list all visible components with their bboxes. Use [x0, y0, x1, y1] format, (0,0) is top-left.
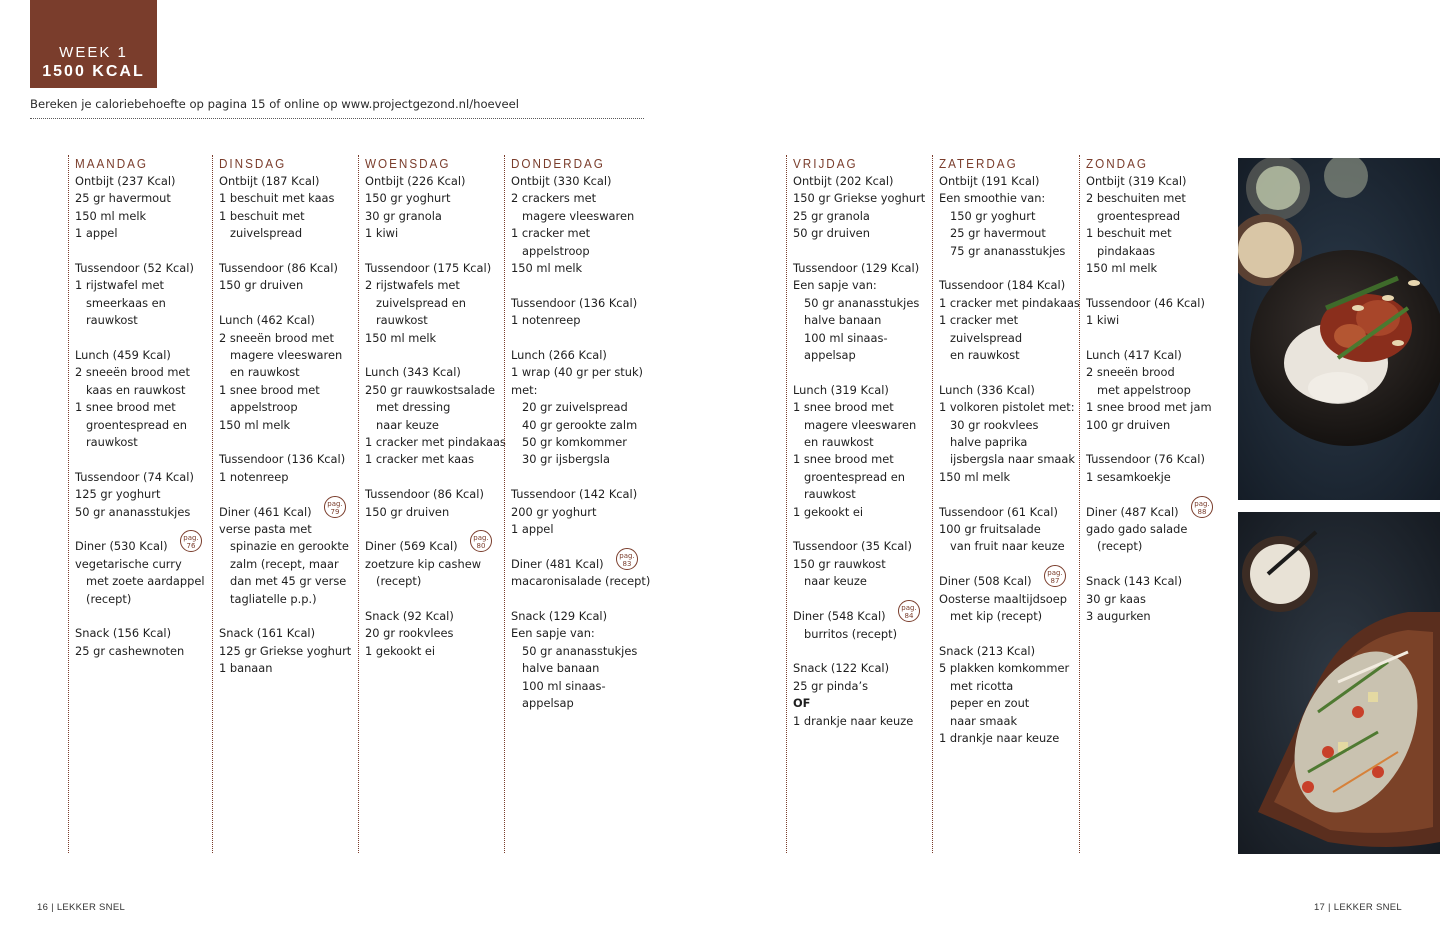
- meal-title: Ontbijt (191 Kcal): [939, 174, 1040, 188]
- meal-title: Ontbijt (202 Kcal): [793, 174, 894, 188]
- meal-block: [219, 451, 349, 486]
- meal-item: 30 gr rookvlees: [950, 417, 1039, 432]
- meal-title: Snack (143 Kcal): [1086, 574, 1183, 589]
- meal-block: [511, 551, 651, 591]
- page-number-right: 17 | LEKKER SNEL: [1313, 902, 1402, 913]
- meal-item: 1 appel: [75, 226, 118, 241]
- meal-title: Diner (481 Kcal): [511, 556, 604, 571]
- meal-block: [939, 277, 1080, 364]
- meal-title: Tussendoor (46 Kcal): [1086, 295, 1205, 310]
- meal-title: Tussendoor (86 Kcal): [219, 261, 338, 276]
- meal-title: Diner (461 Kcal): [219, 504, 312, 519]
- day-column-maandag: [68, 155, 205, 853]
- meal-block: [219, 625, 352, 677]
- meal-item: 150 ml melk: [939, 469, 1011, 484]
- meal-block: [365, 608, 495, 660]
- meal-item: appelstroop: [522, 243, 590, 258]
- meal-item: 1 cracker met pindakaas: [365, 435, 506, 450]
- meal-item: appelstroop: [230, 400, 298, 415]
- meal-item: rauwkost: [376, 313, 428, 328]
- meal-item: zuivelspread en: [376, 295, 466, 310]
- meal-item: 150 gr yoghurt: [950, 208, 1036, 223]
- meal-title: Diner (530 Kcal): [75, 539, 168, 554]
- meal-item: 1 snee brood met: [793, 452, 894, 467]
- meal-title: Snack (122 Kcal): [793, 661, 890, 676]
- meal-item: 150 gr druiven: [365, 504, 450, 519]
- meal-item: Oosterse maaltijdsoep: [939, 591, 1067, 606]
- meal-item: 30 gr ijsbergsla: [522, 452, 610, 467]
- meal-item: rauwkost: [86, 435, 138, 450]
- meal-item: 25 gr havermout: [950, 226, 1046, 241]
- meal-block: [75, 625, 205, 660]
- meal-item: halve paprika: [950, 435, 1028, 450]
- meal-item: groentespread en: [804, 469, 905, 484]
- meal-item: halve banaan: [522, 661, 600, 676]
- meal-item: 1 banaan: [219, 661, 273, 676]
- page-reference-prefix: pag.: [1194, 499, 1210, 508]
- meal-title: Diner (508 Kcal): [939, 574, 1032, 589]
- meal-title: Tussendoor (136 Kcal): [219, 452, 346, 467]
- meal-block: [793, 260, 923, 364]
- meal-item: 25 gr havermout: [75, 191, 171, 206]
- meal-item: 150 ml melk: [511, 261, 583, 276]
- meal-block: [939, 504, 1069, 556]
- meal-title: Snack (161 Kcal): [219, 626, 316, 641]
- meal-block: [365, 534, 495, 590]
- meal-item: 1 drankje naar keuze: [793, 713, 914, 728]
- meal-item: 1 beschuit met: [1086, 226, 1172, 241]
- meal-item: zoetzure kip cashew: [365, 556, 482, 571]
- meal-item: zalm (recept, maar: [230, 556, 339, 571]
- meal-item: groentespread en: [86, 417, 187, 432]
- meal-item: 250 gr rauwkostsalade: [365, 382, 495, 397]
- meal-block: [1086, 451, 1216, 486]
- meal-item: 1 cracker met pindakaas: [939, 295, 1080, 310]
- meal-item: appelsap: [804, 348, 856, 363]
- meal-title: Ontbijt (187 Kcal): [219, 174, 320, 188]
- meal-item: naar keuze: [376, 417, 439, 432]
- meal-block: [939, 173, 1069, 260]
- meal-item: burritos (recept): [804, 626, 898, 641]
- meal-item: 1 volkoren pistolet met:: [939, 400, 1075, 415]
- meal-item: met dressing: [376, 400, 451, 415]
- meal-item: magere vleeswaren: [804, 417, 917, 432]
- page-reference-number: 80: [476, 542, 486, 551]
- meal-item: 20 gr zuivelspread: [522, 400, 628, 415]
- meal-block: [793, 604, 923, 643]
- meal-title: Snack (213 Kcal): [939, 643, 1036, 658]
- meal-block: [1086, 173, 1216, 277]
- meal-item: Een smoothie van:: [939, 191, 1046, 206]
- meal-title: Diner (569 Kcal): [365, 539, 458, 554]
- meal-item: 1 notenreep: [219, 469, 289, 484]
- meal-title: Lunch (417 Kcal): [1086, 348, 1182, 363]
- meal-block: [365, 173, 495, 243]
- page-reference-badge[interactable]: [1191, 496, 1213, 518]
- page-reference-prefix: pag.: [901, 604, 917, 613]
- meal-item: 50 gr ananasstukjes: [522, 643, 638, 658]
- meal-item: zuivelspread: [950, 330, 1023, 345]
- meal-item: 1 snee brood met: [793, 400, 894, 415]
- meal-item: pindakaas: [1097, 243, 1156, 258]
- page-number-left: 16 | LEKKER SNEL: [37, 902, 126, 913]
- week-label: WEEK 1: [59, 44, 128, 61]
- meal-block: [793, 173, 926, 243]
- meal-item: 2 rijstwafels met: [365, 278, 460, 293]
- meal-title: Tussendoor (142 Kcal): [511, 487, 638, 502]
- meal-item: 150 gr Griekse yoghurt: [793, 191, 926, 206]
- meal-block: [1086, 573, 1216, 625]
- meal-title: Lunch (266 Kcal): [511, 348, 607, 363]
- page-reference-badge[interactable]: [616, 548, 638, 570]
- day-name: VRIJDAG: [793, 156, 858, 171]
- meal-item: ijsbergsla naar smaak: [950, 452, 1075, 467]
- meal-item: magere vleeswaren: [230, 348, 343, 363]
- meal-block: [75, 173, 205, 243]
- meal-item: 100 ml sinaas-: [522, 678, 606, 693]
- meal-item: 1 kiwi: [365, 226, 399, 241]
- meal-item: peper en zout: [950, 696, 1030, 711]
- meal-title: Ontbijt (226 Kcal): [365, 174, 466, 188]
- meal-item: 50 gr komkommer: [522, 435, 627, 450]
- meal-item: 2 beschuiten met: [1086, 191, 1186, 206]
- food-photo-bottom: [1238, 512, 1440, 854]
- page-reference-number: 87: [1050, 577, 1060, 586]
- meal-item: met zoete aardappel: [86, 574, 205, 589]
- meal-block: [75, 469, 205, 521]
- meal-item: gado gado salade: [1086, 522, 1188, 537]
- meal-item: 150 ml melk: [219, 417, 291, 432]
- meal-item: halve banaan: [804, 313, 882, 328]
- meal-block: [939, 643, 1069, 747]
- meal-item: 200 gr yoghurt: [511, 504, 597, 519]
- meal-item: met:: [511, 382, 538, 397]
- page-reference-badge[interactable]: [470, 530, 492, 552]
- meal-block: [793, 382, 923, 521]
- day-name: ZATERDAG: [939, 156, 1018, 171]
- meal-block: [511, 295, 641, 330]
- meal-block: [365, 260, 495, 347]
- meal-item: en rauwkost: [950, 348, 1020, 363]
- meal-item: OF: [793, 696, 811, 711]
- page-reference-prefix: pag.: [473, 534, 489, 543]
- meal-item: dan met 45 gr verse: [230, 574, 347, 589]
- meal-item: groentespread: [1097, 208, 1181, 223]
- meal-item: met appelstroop: [1097, 382, 1191, 397]
- meal-title: Ontbijt (330 Kcal): [511, 174, 612, 188]
- meal-title: Tussendoor (184 Kcal): [939, 278, 1066, 293]
- meal-item: naar smaak: [950, 713, 1018, 728]
- meal-item: 1 gekookt ei: [365, 643, 436, 658]
- meal-item: 30 gr kaas: [1086, 591, 1146, 606]
- meal-block: [219, 260, 349, 295]
- day-column-vrijdag: [786, 155, 926, 853]
- page-reference-number: 83: [622, 559, 632, 568]
- meal-item: 125 gr yoghurt: [75, 487, 161, 502]
- meal-item: (recept): [376, 574, 422, 589]
- page-reference-number: 84: [904, 612, 914, 621]
- day-column-donderdag: [504, 155, 651, 853]
- meal-item: 1 appel: [511, 522, 554, 537]
- meal-item: verse pasta met: [219, 522, 312, 537]
- meal-block: [511, 173, 641, 277]
- meal-item: 150 ml melk: [1086, 261, 1158, 276]
- meal-item: 25 gr cashewnoten: [75, 643, 185, 658]
- meal-item: 5 plakken komkommer: [939, 661, 1070, 676]
- meal-item: 30 gr granola: [365, 208, 442, 223]
- day-column-zaterdag: [932, 155, 1080, 853]
- meal-item: 1 notenreep: [511, 313, 581, 328]
- meal-block: [219, 312, 349, 434]
- meal-block: [219, 173, 349, 243]
- meal-item: spinazie en gerookte: [230, 539, 349, 554]
- meal-title: Tussendoor (86 Kcal): [365, 487, 484, 502]
- meal-item: met kip (recept): [950, 609, 1043, 624]
- meal-item: 25 gr pinda’s: [793, 678, 869, 693]
- meal-block: [1086, 347, 1216, 434]
- meal-item: zuivelspread: [230, 226, 303, 241]
- meal-item: met ricotta: [950, 678, 1014, 693]
- meal-item: naar keuze: [804, 574, 867, 589]
- meal-item: 50 gr ananasstukjes: [75, 504, 191, 519]
- page-reference-number: 79: [330, 507, 340, 516]
- meal-title: Lunch (343 Kcal): [365, 365, 461, 380]
- meal-item: Een sapje van:: [511, 626, 595, 641]
- meal-title: Tussendoor (52 Kcal): [75, 261, 194, 276]
- kcal-label: 1500 KCAL: [42, 63, 145, 80]
- meal-title: Diner (548 Kcal): [793, 609, 886, 624]
- meal-block: [939, 569, 1069, 625]
- meal-title: Tussendoor (76 Kcal): [1086, 452, 1205, 467]
- meal-item: 40 gr gerookte zalm: [522, 417, 638, 432]
- meal-item: 100 ml sinaas-: [804, 330, 888, 345]
- meal-item: 2 crackers met: [511, 191, 597, 206]
- meal-item: 50 gr druiven: [793, 226, 870, 241]
- meal-item: rauwkost: [804, 487, 856, 502]
- meal-title: Tussendoor (74 Kcal): [75, 469, 194, 484]
- meal-item: en rauwkost: [230, 365, 300, 380]
- meal-block: [75, 534, 205, 608]
- meal-block: [511, 347, 641, 469]
- meal-title: Snack (156 Kcal): [75, 626, 172, 641]
- meal-item: 1 beschuit met: [219, 208, 305, 223]
- meal-item: 50 gr ananasstukjes: [804, 295, 920, 310]
- meal-block: [1086, 295, 1216, 330]
- food-photo-top: [1238, 158, 1440, 500]
- page-reference-prefix: pag.: [619, 551, 635, 560]
- meal-block: [939, 382, 1075, 486]
- meal-title: Snack (129 Kcal): [511, 609, 608, 624]
- meal-item: magere vleeswaren: [522, 208, 635, 223]
- meal-item: 1 drankje naar keuze: [939, 730, 1060, 745]
- meal-item: 1 kiwi: [1086, 313, 1120, 328]
- page-reference-prefix: pag.: [1047, 569, 1063, 578]
- meal-item: 3 augurken: [1086, 609, 1151, 624]
- meal-item: 125 gr Griekse yoghurt: [219, 643, 352, 658]
- meal-item: 1 snee brood met: [75, 400, 176, 415]
- day-column-woensdag: [358, 155, 506, 853]
- meal-block: [75, 347, 205, 451]
- meal-item: 1 snee brood met: [219, 382, 320, 397]
- meal-block: [1086, 499, 1216, 556]
- meal-item: 1 cracker met: [939, 313, 1019, 328]
- meal-title: Tussendoor (61 Kcal): [939, 504, 1058, 519]
- meal-item: 1 snee brood met jam: [1086, 400, 1212, 415]
- page-reference-prefix: pag.: [183, 534, 199, 543]
- meal-title: Tussendoor (136 Kcal): [511, 295, 638, 310]
- meal-title: Ontbijt (237 Kcal): [75, 174, 176, 188]
- header-divider: [30, 118, 644, 119]
- meal-item: 1 sesamkoekje: [1086, 469, 1171, 484]
- day-column-dinsdag: [212, 155, 352, 853]
- meal-item: 100 gr druiven: [1086, 417, 1171, 432]
- day-column-zondag: [1079, 155, 1216, 853]
- day-name: ZONDAG: [1086, 156, 1148, 171]
- day-name: DONDERDAG: [511, 156, 605, 171]
- meal-item: 2 sneeën brood: [1086, 365, 1175, 380]
- meal-item: 2 sneeën brood met: [75, 365, 190, 380]
- page-reference-number: 76: [186, 542, 196, 551]
- meal-block: [793, 660, 923, 730]
- meal-title: Ontbijt (319 Kcal): [1086, 174, 1187, 188]
- page-reference-badge[interactable]: [1044, 565, 1066, 587]
- meal-item: 150 gr druiven: [219, 278, 304, 293]
- meal-title: Tussendoor (175 Kcal): [365, 261, 492, 276]
- meal-item: 1 cracker met kaas: [365, 452, 475, 467]
- meal-item: 1 wrap (40 gr per stuk): [511, 365, 643, 380]
- page-reference-badge[interactable]: [898, 600, 920, 622]
- meal-block: [75, 260, 205, 330]
- meal-item: 150 ml melk: [75, 208, 147, 223]
- day-name: MAANDAG: [75, 156, 149, 171]
- meal-title: Diner (487 Kcal): [1086, 504, 1179, 519]
- meal-block: [793, 538, 923, 590]
- meal-block: [219, 499, 349, 608]
- page-reference-badge[interactable]: [180, 530, 202, 552]
- meal-item: (recept): [86, 591, 132, 606]
- meal-block: [511, 486, 641, 538]
- day-name: DINSDAG: [219, 156, 287, 171]
- meal-item: en rauwkost: [804, 435, 874, 450]
- meal-item: appelsap: [522, 696, 574, 711]
- meal-item: 150 gr yoghurt: [365, 191, 451, 206]
- meal-item: 100 gr fruitsalade: [939, 522, 1041, 537]
- meal-title: Lunch (462 Kcal): [219, 313, 315, 328]
- meal-item: 25 gr granola: [793, 208, 870, 223]
- week-header-box: [30, 0, 157, 88]
- meal-block: [365, 486, 495, 521]
- meal-item: 75 gr ananasstukjes: [950, 243, 1066, 258]
- meal-title: Lunch (459 Kcal): [75, 348, 171, 363]
- meal-block: [511, 608, 641, 712]
- meal-title: Tussendoor (129 Kcal): [793, 261, 920, 276]
- meal-title: Snack (92 Kcal): [365, 609, 454, 624]
- page-reference-prefix: pag.: [327, 499, 343, 508]
- meal-item: rauwkost: [86, 313, 138, 328]
- meal-item: van fruit naar keuze: [950, 539, 1065, 554]
- meal-item: (recept): [1097, 539, 1143, 554]
- subtitle: Bereken je caloriebehoefte op pagina 15 of online op www.projectgezond.nl/hoeveel: [30, 97, 520, 111]
- meal-item: kaas en rauwkost: [86, 382, 186, 397]
- meal-item: 1 rijstwafel met: [75, 278, 164, 293]
- meal-title: Lunch (336 Kcal): [939, 382, 1035, 397]
- meal-item: 1 gekookt ei: [793, 504, 864, 519]
- meal-item: macaronisalade (recept): [511, 574, 651, 589]
- page-reference-number: 88: [1197, 507, 1207, 516]
- meal-item: 1 beschuit met kaas: [219, 191, 335, 206]
- meal-item: vegetarische curry: [75, 556, 182, 571]
- meal-title: Tussendoor (35 Kcal): [793, 539, 912, 554]
- day-name: WOENSDAG: [365, 156, 451, 171]
- meal-item: 150 ml melk: [365, 330, 437, 345]
- meal-block: [365, 364, 506, 468]
- meal-item: 1 cracker met: [511, 226, 591, 241]
- page-reference-badge[interactable]: [324, 496, 346, 518]
- meal-title: Lunch (319 Kcal): [793, 382, 889, 397]
- meal-item: Een sapje van:: [793, 278, 877, 293]
- meal-item: 20 gr rookvlees: [365, 626, 454, 641]
- meal-item: 150 gr rauwkost: [793, 556, 886, 571]
- meal-item: 2 sneeën brood met: [219, 330, 334, 345]
- meal-item: tagliatelle p.p.): [230, 591, 317, 606]
- meal-item: smeerkaas en: [86, 295, 166, 310]
